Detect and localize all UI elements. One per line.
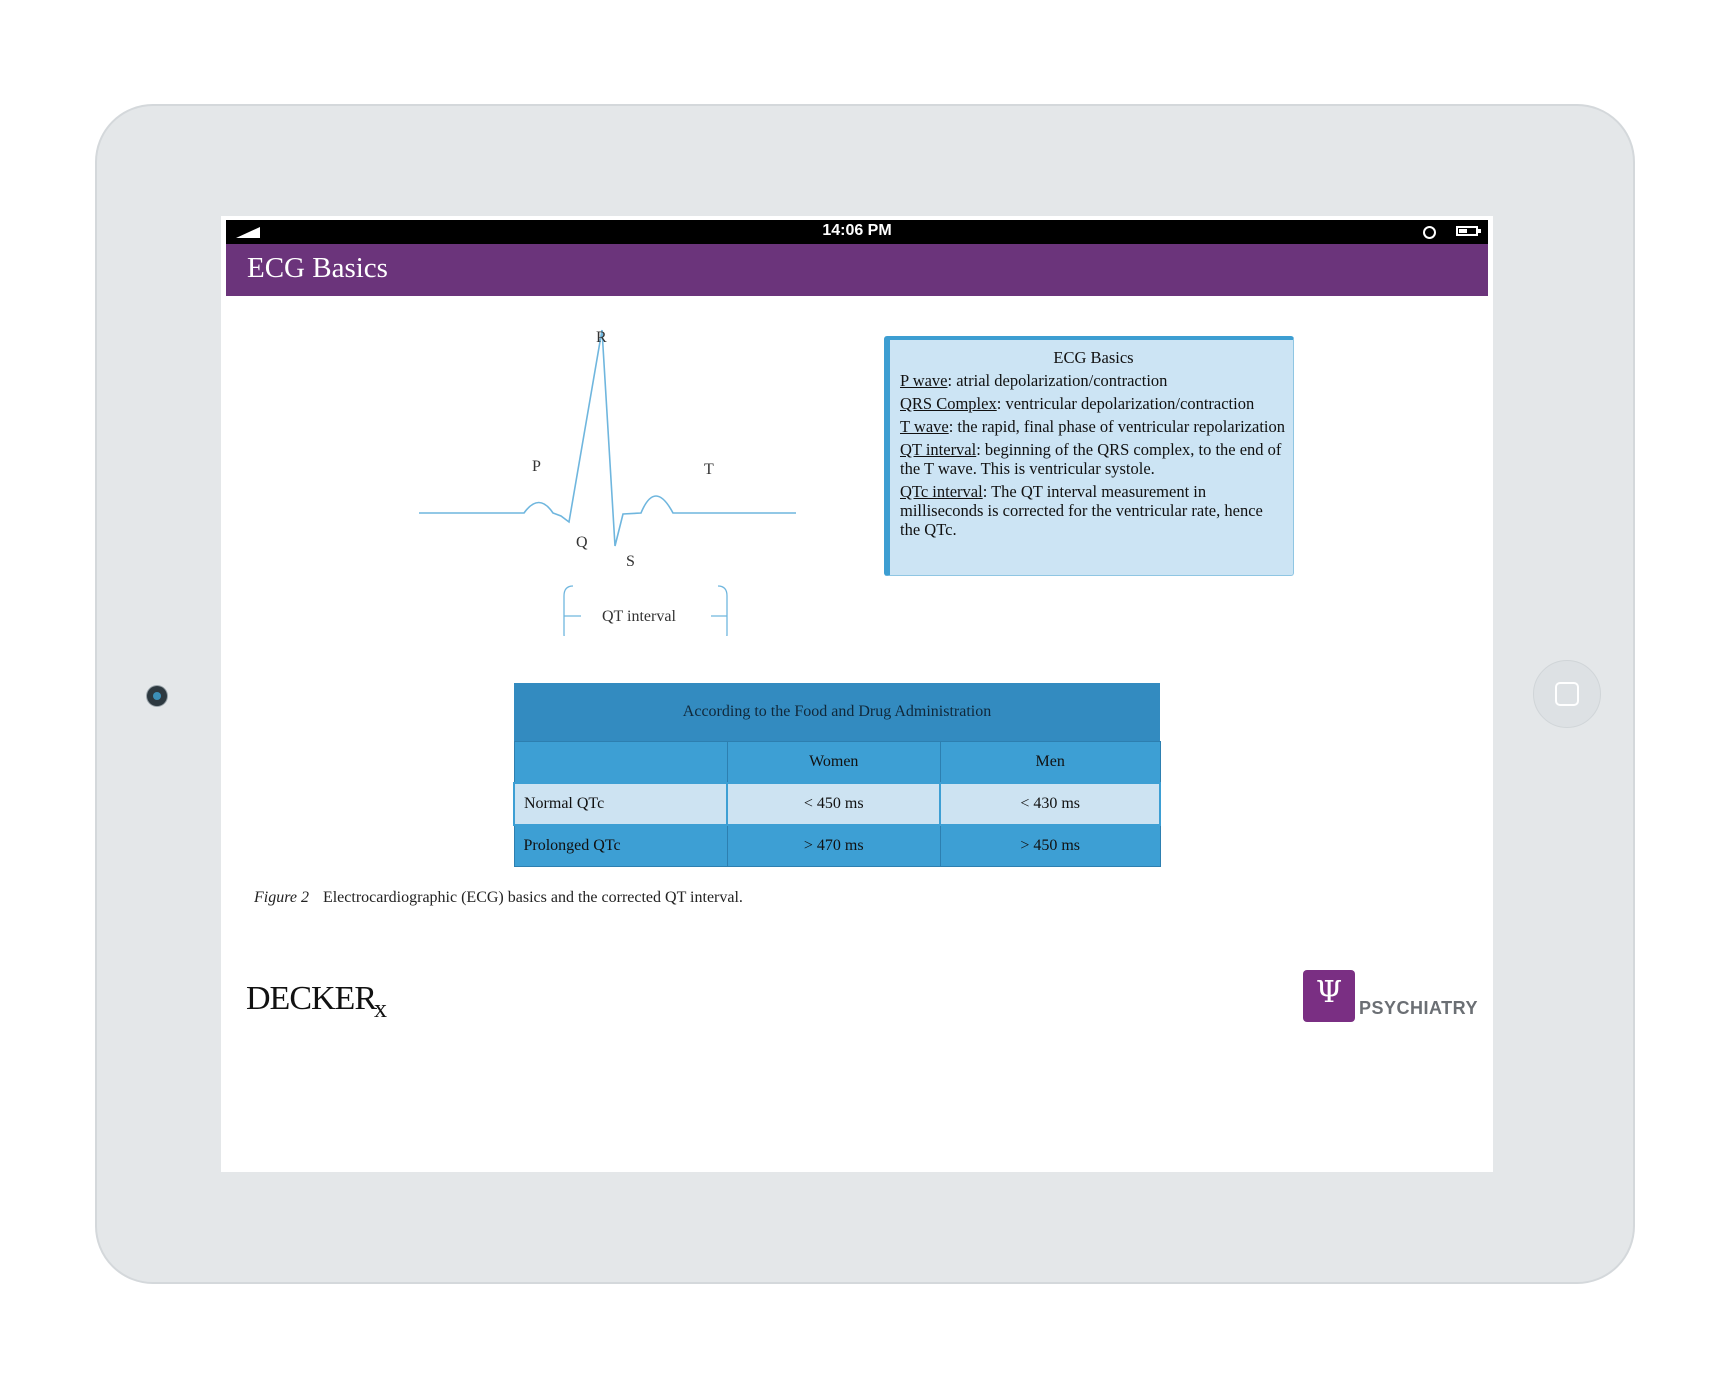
info-term: QT interval (900, 440, 977, 459)
qt-interval-label: QT interval (602, 608, 676, 625)
info-text: : The QT interval measurement in milliseconds is corrected for the ventricular rate, hence the QTc. (900, 482, 1263, 539)
table-row (514, 825, 1160, 867)
table-row (514, 783, 1160, 825)
home-button[interactable] (1533, 660, 1601, 728)
ecg-label-s: S (626, 553, 635, 570)
battery-icon (1456, 226, 1478, 236)
psi-icon: Ψ (1303, 970, 1355, 1022)
decker-logo-rx: x (374, 994, 386, 1023)
page-title: ECG Basics (247, 252, 388, 284)
cell-women: < 450 ms (727, 783, 940, 825)
tablet-screen (221, 216, 1493, 1172)
info-entry-qt (900, 440, 1287, 478)
table-header-men: Men (940, 742, 1160, 784)
home-square-icon (1555, 682, 1579, 706)
ecg-label-q: Q (576, 534, 588, 551)
qt-bracket-right (711, 586, 727, 636)
cell-men: < 430 ms (940, 783, 1160, 825)
table-header-row (514, 742, 1160, 784)
decker-logo (246, 980, 388, 1023)
fda-qtc-table (513, 683, 1161, 867)
info-term: QRS Complex (900, 394, 997, 413)
info-text: : the rapid, final phase of ventricular repolarization (948, 417, 1285, 436)
ecg-basics-info-box (884, 336, 1294, 576)
info-entry-t-wave (900, 417, 1287, 436)
ecg-label-p: P (532, 458, 541, 475)
decker-logo-text: DECKER (246, 980, 376, 1017)
table-caption-row (514, 683, 1160, 742)
info-term: QTc interval (900, 482, 983, 501)
status-time: 14:06 PM (822, 222, 892, 239)
alarm-clock-icon (1423, 226, 1436, 239)
info-term: T wave (900, 417, 949, 436)
row-label: Normal QTc (514, 783, 727, 825)
ecg-label-r: R (596, 329, 607, 346)
camera-icon (147, 686, 167, 706)
info-text: : atrial depolarization/contraction (947, 371, 1168, 390)
cell-men: > 450 ms (940, 825, 1160, 867)
info-entry-qrs (900, 394, 1287, 413)
cell-women: > 470 ms (727, 825, 940, 867)
info-box-title: ECG Basics (1053, 348, 1134, 367)
info-entry-p-wave (900, 371, 1287, 390)
figure-label: Figure 2 (254, 889, 309, 906)
figure-caption (254, 889, 743, 907)
info-text: : ventricular depolarization/contraction (996, 394, 1255, 413)
row-label: Prolonged QTc (514, 825, 727, 867)
table-header-women: Women (727, 742, 940, 784)
info-entry-qtc (900, 482, 1287, 539)
ecg-trace (419, 330, 796, 546)
psychiatry-logo-text: PSYCHIATRY (1359, 998, 1479, 1018)
qt-bracket-left (564, 586, 581, 636)
ecg-label-t: T (704, 461, 714, 478)
ecg-diagram (221, 216, 881, 636)
table-caption: According to the Food and Drug Administration (514, 683, 1160, 742)
figure-caption-text: Electrocardiographic (ECG) basics and the corrected QT interval. (322, 889, 743, 906)
table-header-blank (514, 742, 727, 784)
info-text: : beginning of the QRS complex, to the end of the T wave. This is ventricular systole. (900, 440, 1282, 478)
info-term: P wave (900, 371, 948, 390)
